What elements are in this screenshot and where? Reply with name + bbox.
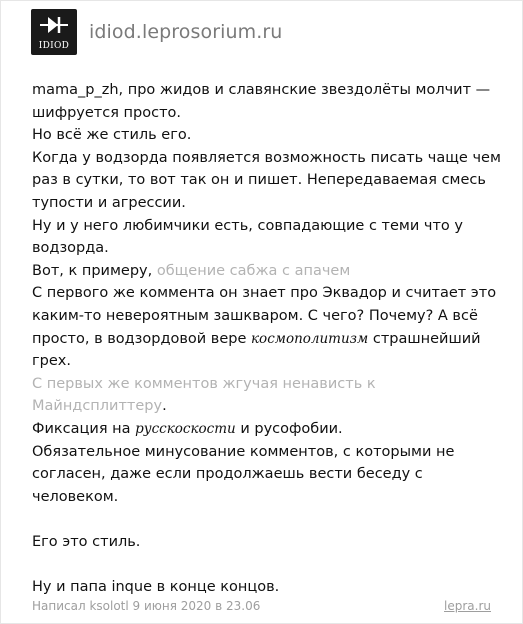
logo-text: IDIOD <box>38 41 70 51</box>
paragraph-2: Но всё же стиль его. <box>32 127 192 144</box>
paragraph-8-text-a: Фиксация на <box>32 420 136 437</box>
paragraph-11: Ну и папа inque в конце концов. <box>32 579 280 596</box>
post-header <box>31 9 282 55</box>
paragraph-6-text-b: страшнейший грех. <box>32 330 481 370</box>
paragraph-4: Ну и у него любимчики есть, совпадающие с теми что у водзорда. <box>32 217 463 257</box>
spacer <box>32 553 502 576</box>
site-name[interactable]: idiod.leprosorium.ru <box>89 21 283 43</box>
paragraph-9: Обязательное минусование комментов, с которыми не согласен, даже если продолжаешь вести беседу с человеком. <box>32 443 455 505</box>
italic-cosmopolitism: космополитизм <box>251 330 369 347</box>
paragraph-7-suffix: . <box>162 398 167 415</box>
paragraph-6 <box>32 282 502 372</box>
paragraph-10: Его это стиль. <box>32 533 141 550</box>
post-body <box>32 79 502 599</box>
paragraph-3: Когда у водзорда появляется возможность писать чаще чем раз в сутки, то вот так он и пишет. Непередаваемая смесь тупости и агрессии. <box>32 149 501 211</box>
diode-icon <box>40 15 68 35</box>
paragraph-1: mama_p_zh, про жидов и славянские звездолёты молчит — шифруется просто. <box>32 82 491 121</box>
byline: Написал ksolotl 9 июня 2020 в 23.06 <box>32 599 261 613</box>
site-logo[interactable] <box>31 9 77 55</box>
spacer <box>32 508 502 531</box>
paragraph-5-text: Вот, к примеру, <box>32 262 157 279</box>
source-link[interactable]: lepra.ru <box>444 599 491 613</box>
paragraph-7 <box>32 373 502 418</box>
paragraph-6-text-a: С первого же коммента он знает про Эквадор и считает это каким-то невероятным зашкваром. С чего? Почему? А всё просто, в водзордовой вере <box>32 285 497 347</box>
paragraph-8 <box>32 418 502 441</box>
link-sabzh-apach[interactable]: общение сабжа с апачем <box>156 262 351 279</box>
post-footer <box>32 599 491 613</box>
link-mindsplitter[interactable]: С первых же комментов жгучая ненависть к Майндсплиттеру <box>32 375 376 415</box>
paragraph-8-text-b: и русофобии. <box>235 420 343 437</box>
italic-russkoskosti: русскоскости <box>135 420 236 437</box>
paragraph-5 <box>32 260 502 283</box>
